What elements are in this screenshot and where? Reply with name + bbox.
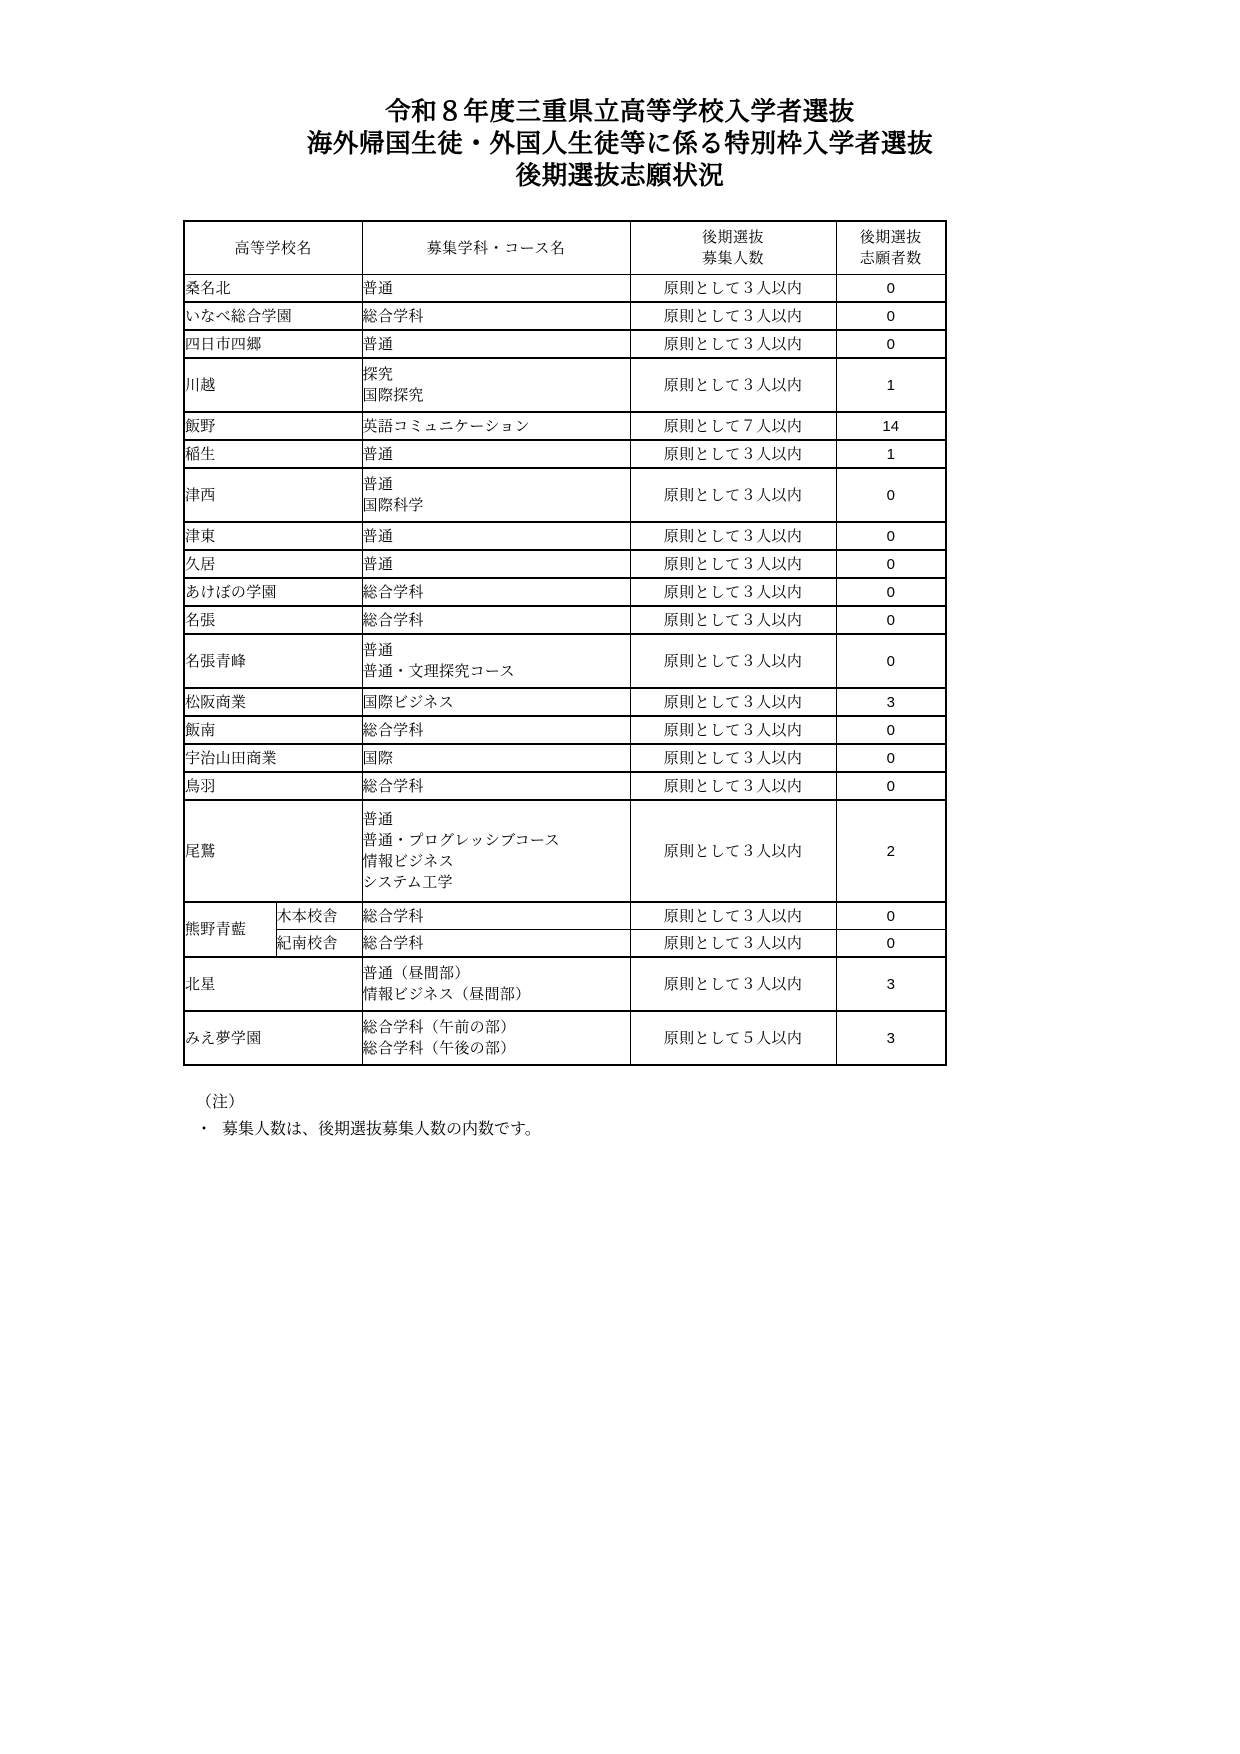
cell-quota: 原則として３人以内 <box>630 772 836 800</box>
cell-school-name: 桑名北 <box>184 275 362 303</box>
cell-school-name: 飯野 <box>184 412 362 440</box>
table-row <box>184 275 946 303</box>
cell-quota: 原則として３人以内 <box>630 902 836 930</box>
course-line: 普通 <box>362 810 394 828</box>
cell-school-name: 熊野青藍 <box>184 902 276 957</box>
cell-course-name <box>362 578 630 606</box>
cell-applicants: 0 <box>836 302 946 330</box>
header-applicants <box>836 221 946 275</box>
cell-course-name <box>362 688 630 716</box>
applications-table <box>183 220 947 1066</box>
cell-applicants: 0 <box>836 902 946 930</box>
course-line: 普通 <box>362 334 394 353</box>
cell-campus-name: 紀南校舎 <box>276 930 362 958</box>
cell-course-name <box>362 800 630 902</box>
cell-school-name: 名張 <box>184 606 362 634</box>
table-row <box>184 550 946 578</box>
table-row <box>184 772 946 800</box>
cell-quota: 原則として３人以内 <box>630 744 836 772</box>
table-row <box>184 716 946 744</box>
cell-school-name: 稲生 <box>184 440 362 468</box>
cell-school-name: 尾鷲 <box>184 800 362 902</box>
cell-course-name <box>362 772 630 800</box>
course-line: 国際 <box>362 748 394 767</box>
course-line: 国際探究 <box>362 386 424 404</box>
cell-course-name <box>362 412 630 440</box>
cell-course-name <box>362 275 630 303</box>
cell-applicants: 14 <box>836 412 946 440</box>
course-line: 国際ビジネス <box>362 692 454 711</box>
cell-quota: 原則として３人以内 <box>630 957 836 1011</box>
footnote-heading: （注） <box>196 1092 245 1111</box>
cell-quota: 原則として３人以内 <box>630 606 836 634</box>
table-row <box>184 468 946 522</box>
footnote-text: 募集人数は、後期選抜募集人数の内数です。 <box>222 1119 541 1138</box>
table-row <box>184 930 946 958</box>
course-line: 総合学科 <box>362 306 424 325</box>
cell-quota: 原則として３人以内 <box>630 358 836 412</box>
cell-course-name <box>362 606 630 634</box>
cell-course-name <box>362 744 630 772</box>
table-row <box>184 330 946 358</box>
table-row <box>184 358 946 412</box>
cell-school-name: 久居 <box>184 550 362 578</box>
title-line-1: 令和８年度三重県立高等学校入学者選抜 <box>385 97 855 127</box>
table-row <box>184 744 946 772</box>
cell-campus-name: 木本校舎 <box>276 902 362 930</box>
cell-school-name: いなべ総合学園 <box>184 302 362 330</box>
cell-course-name <box>362 550 630 578</box>
cell-applicants: 1 <box>836 358 946 412</box>
cell-school-name: 津東 <box>184 522 362 550</box>
course-line: 普通・文理探究コース <box>362 662 515 680</box>
header-applicants-line2: 志願者数 <box>859 249 922 267</box>
cell-quota: 原則として３人以内 <box>630 440 836 468</box>
footnote-bullet: ・ <box>196 1119 213 1138</box>
table-row <box>184 634 946 688</box>
cell-quota: 原則として３人以内 <box>630 688 836 716</box>
header-applicants-line1: 後期選抜 <box>859 228 922 246</box>
cell-quota: 原則として３人以内 <box>630 550 836 578</box>
cell-quota: 原則として３人以内 <box>630 578 836 606</box>
header-quota-line1: 後期選抜 <box>702 228 765 246</box>
course-line: 総合学科 <box>362 933 424 952</box>
cell-school-name: 津西 <box>184 468 362 522</box>
applications-table-container <box>0 220 1240 1066</box>
cell-quota: 原則として３人以内 <box>630 522 836 550</box>
cell-school-name: あけぼの学園 <box>184 578 362 606</box>
cell-course-name <box>362 930 630 958</box>
course-line: 総合学科 <box>362 582 424 601</box>
cell-quota: 原則として７人以内 <box>630 412 836 440</box>
course-line: 普通（昼間部） <box>362 964 470 982</box>
table-row <box>184 522 946 550</box>
cell-course-name <box>362 302 630 330</box>
course-line: 普通 <box>362 554 394 573</box>
cell-quota: 原則として３人以内 <box>630 930 836 958</box>
cell-quota: 原則として３人以内 <box>630 800 836 902</box>
table-row <box>184 606 946 634</box>
course-line: 総合学科 <box>362 776 424 795</box>
cell-applicants: 0 <box>836 275 946 303</box>
course-line: 情報ビジネス（昼間部） <box>362 985 531 1003</box>
cell-applicants: 0 <box>836 522 946 550</box>
course-line: 普通 <box>362 278 394 297</box>
cell-school-name: 飯南 <box>184 716 362 744</box>
cell-quota: 原則として３人以内 <box>630 716 836 744</box>
course-line: 総合学科（午前の部） <box>362 1018 516 1036</box>
cell-school-name: みえ夢学園 <box>184 1011 362 1065</box>
course-line: 情報ビジネス <box>362 852 454 870</box>
cell-course-name <box>362 716 630 744</box>
course-line: 普通 <box>362 475 394 493</box>
document-title <box>0 0 1240 192</box>
cell-applicants: 3 <box>836 1011 946 1065</box>
table-row <box>184 578 946 606</box>
course-line: 普通 <box>362 641 394 659</box>
table-row <box>184 800 946 902</box>
course-line: 総合学科（午後の部） <box>362 1039 516 1057</box>
cell-applicants: 0 <box>836 772 946 800</box>
cell-course-name <box>362 522 630 550</box>
table-row <box>184 688 946 716</box>
cell-applicants: 3 <box>836 688 946 716</box>
header-school-name: 高等学校名 <box>184 221 362 275</box>
cell-course-name <box>362 358 630 412</box>
header-quota <box>630 221 836 275</box>
cell-quota: 原則として３人以内 <box>630 330 836 358</box>
title-line-3: 後期選抜志願状況 <box>515 161 725 191</box>
cell-course-name <box>362 902 630 930</box>
cell-course-name <box>362 1011 630 1065</box>
cell-school-name: 川越 <box>184 358 362 412</box>
cell-school-name: 宇治山田商業 <box>184 744 362 772</box>
cell-applicants: 1 <box>836 440 946 468</box>
header-quota-line2: 募集人数 <box>702 249 765 267</box>
cell-applicants: 0 <box>836 634 946 688</box>
course-line: システム工学 <box>362 873 453 891</box>
course-line: 探究 <box>362 365 394 383</box>
cell-applicants: 0 <box>836 716 946 744</box>
cell-quota: 原則として３人以内 <box>630 468 836 522</box>
course-line: 総合学科 <box>362 906 424 925</box>
course-line: 普通 <box>362 526 394 545</box>
table-row <box>184 1011 946 1065</box>
cell-quota: 原則として３人以内 <box>630 275 836 303</box>
cell-applicants: 0 <box>836 930 946 958</box>
course-line: 英語コミュニケーション <box>362 416 530 435</box>
cell-quota: 原則として５人以内 <box>630 1011 836 1065</box>
table-row <box>184 412 946 440</box>
cell-course-name <box>362 957 630 1011</box>
footnote-item <box>196 1115 1240 1142</box>
cell-quota: 原則として３人以内 <box>630 634 836 688</box>
cell-applicants: 0 <box>836 744 946 772</box>
cell-school-name: 松阪商業 <box>184 688 362 716</box>
cell-applicants: 0 <box>836 468 946 522</box>
cell-school-name: 北星 <box>184 957 362 1011</box>
table-body <box>184 275 946 1066</box>
cell-quota: 原則として３人以内 <box>630 302 836 330</box>
table-row <box>184 902 946 930</box>
cell-course-name <box>362 330 630 358</box>
table-row <box>184 302 946 330</box>
footnote <box>0 1088 1240 1142</box>
course-line: 総合学科 <box>362 610 424 629</box>
course-line: 普通・プログレッシブコース <box>362 831 560 849</box>
cell-school-name: 四日市四郷 <box>184 330 362 358</box>
title-line-2: 海外帰国生徒・外国人生徒等に係る特別枠入学者選抜 <box>306 129 934 159</box>
cell-school-name: 名張青峰 <box>184 634 362 688</box>
cell-school-name: 鳥羽 <box>184 772 362 800</box>
table-header-row <box>184 221 946 275</box>
table-row <box>184 957 946 1011</box>
cell-applicants: 0 <box>836 578 946 606</box>
course-line: 総合学科 <box>362 720 424 739</box>
cell-applicants: 0 <box>836 330 946 358</box>
table-row <box>184 440 946 468</box>
cell-applicants: 0 <box>836 606 946 634</box>
cell-applicants: 3 <box>836 957 946 1011</box>
cell-applicants: 0 <box>836 550 946 578</box>
course-line: 普通 <box>362 444 394 463</box>
cell-course-name <box>362 634 630 688</box>
course-line: 国際科学 <box>362 496 424 514</box>
header-course-name: 募集学科・コース名 <box>362 221 630 275</box>
cell-course-name <box>362 440 630 468</box>
cell-applicants: 2 <box>836 800 946 902</box>
cell-course-name <box>362 468 630 522</box>
